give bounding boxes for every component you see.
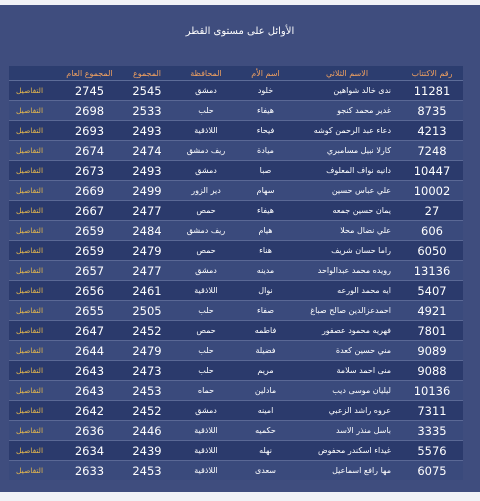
governorate-cell: حماه <box>174 381 238 401</box>
table-row <box>9 101 463 121</box>
grand-total-cell: 2643 <box>59 381 120 401</box>
table-row <box>9 441 463 461</box>
governorate-cell: ريف دمشق <box>174 141 238 161</box>
full-name-cell: غيداء اسكندر محفوض <box>293 441 401 461</box>
full-name-cell: ليليان موسى ديب <box>293 381 401 401</box>
table-row <box>9 81 463 101</box>
header-details <box>9 66 59 81</box>
mother-name-cell: سهام <box>238 181 293 201</box>
mother-name-cell: خلود <box>238 81 293 101</box>
details-link[interactable]: التفاصيل <box>9 161 59 181</box>
total-cell: 2545 <box>120 81 174 101</box>
details-link[interactable]: التفاصيل <box>9 341 59 361</box>
results-panel <box>0 5 480 492</box>
details-link[interactable]: التفاصيل <box>9 381 59 401</box>
governorate-cell: دمشق <box>174 81 238 101</box>
details-link[interactable]: التفاصيل <box>9 241 59 261</box>
total-cell: 2446 <box>120 421 174 441</box>
exam-number-cell: 8735 <box>401 101 463 121</box>
grand-total-cell: 2643 <box>59 361 120 381</box>
details-link[interactable]: التفاصيل <box>9 441 59 461</box>
grand-total-cell: 2669 <box>59 181 120 201</box>
total-cell: 2493 <box>120 121 174 141</box>
details-link[interactable]: التفاصيل <box>9 201 59 221</box>
total-cell: 2484 <box>120 221 174 241</box>
governorate-cell: حلب <box>174 361 238 381</box>
exam-number-cell: 27 <box>401 201 463 221</box>
header-exam-number: رقم الاكتتاب <box>401 66 463 81</box>
header-grand-total: المجموع العام <box>59 66 120 81</box>
table-row <box>9 421 463 441</box>
grand-total-cell: 2642 <box>59 401 120 421</box>
full-name-cell: كارلا نبيل مسامبري <box>293 141 401 161</box>
grand-total-cell: 2655 <box>59 301 120 321</box>
table-row <box>9 361 463 381</box>
total-cell: 2479 <box>120 241 174 261</box>
total-cell: 2453 <box>120 461 174 481</box>
full-name-cell: مها رافع اسماعيل <box>293 461 401 481</box>
exam-number-cell: 10447 <box>401 161 463 181</box>
grand-total-cell: 2693 <box>59 121 120 141</box>
total-cell: 2439 <box>120 441 174 461</box>
grand-total-cell: 2657 <box>59 261 120 281</box>
table-row <box>9 221 463 241</box>
mother-name-cell: امينه <box>238 401 293 421</box>
table-row <box>9 261 463 281</box>
grand-total-cell: 2647 <box>59 321 120 341</box>
grand-total-cell: 2634 <box>59 441 120 461</box>
mother-name-cell: صبا <box>238 161 293 181</box>
table-row <box>9 301 463 321</box>
mother-name-cell: هيفاء <box>238 101 293 121</box>
mother-name-cell: مادلين <box>238 381 293 401</box>
exam-number-cell: 5576 <box>401 441 463 461</box>
table-row <box>9 341 463 361</box>
mother-name-cell: هناء <box>238 241 293 261</box>
exam-number-cell: 3335 <box>401 421 463 441</box>
table-row <box>9 241 463 261</box>
grand-total-cell: 2673 <box>59 161 120 181</box>
table-row <box>9 461 463 481</box>
mother-name-cell: سعدى <box>238 461 293 481</box>
governorate-cell: اللاذقية <box>174 121 238 141</box>
full-name-cell: دعاء عبد الرحمن كوشه <box>293 121 401 141</box>
exam-number-cell: 5407 <box>401 281 463 301</box>
governorate-cell: حلب <box>174 301 238 321</box>
mother-name-cell: فضيلة <box>238 341 293 361</box>
exam-number-cell: 606 <box>401 221 463 241</box>
exam-number-cell: 10002 <box>401 181 463 201</box>
details-link[interactable]: التفاصيل <box>9 101 59 121</box>
table-header-row <box>9 66 463 81</box>
results-table <box>9 66 463 480</box>
exam-number-cell: 4921 <box>401 301 463 321</box>
full-name-cell: ايه محمد الورعه <box>293 281 401 301</box>
details-link[interactable]: التفاصيل <box>9 421 59 441</box>
total-cell: 2533 <box>120 101 174 121</box>
governorate-cell: ريف دمشق <box>174 221 238 241</box>
grand-total-cell: 2674 <box>59 141 120 161</box>
governorate-cell: حلب <box>174 101 238 121</box>
exam-number-cell: 11281 <box>401 81 463 101</box>
exam-number-cell: 7801 <box>401 321 463 341</box>
details-link[interactable]: التفاصيل <box>9 361 59 381</box>
full-name-cell: مني حسين كعدة <box>293 341 401 361</box>
total-cell: 2477 <box>120 201 174 221</box>
details-link[interactable]: التفاصيل <box>9 301 59 321</box>
exam-number-cell: 7311 <box>401 401 463 421</box>
governorate-cell: اللاذقية <box>174 461 238 481</box>
full-name-cell: فهريه محمود عصفور <box>293 321 401 341</box>
full-name-cell: يمان حسين جمعه <box>293 201 401 221</box>
header-full-name: الاسم الثلاثي <box>293 66 401 81</box>
full-name-cell: علي عباس حسين <box>293 181 401 201</box>
governorate-cell: دير الزور <box>174 181 238 201</box>
full-name-cell: منى احمد سلامة <box>293 361 401 381</box>
total-cell: 2499 <box>120 181 174 201</box>
details-link[interactable]: التفاصيل <box>9 401 59 421</box>
governorate-cell: حمص <box>174 201 238 221</box>
table-row <box>9 121 463 141</box>
total-cell: 2453 <box>120 381 174 401</box>
exam-number-cell: 7248 <box>401 141 463 161</box>
grand-total-cell: 2636 <box>59 421 120 441</box>
details-link[interactable]: التفاصيل <box>9 281 59 301</box>
governorate-cell: اللاذقية <box>174 421 238 441</box>
details-link[interactable]: التفاصيل <box>9 221 59 241</box>
table-row <box>9 401 463 421</box>
mother-name-cell: فيحاء <box>238 121 293 141</box>
full-name-cell: راما حسان شريف <box>293 241 401 261</box>
full-name-cell: باسل منذر الاسد <box>293 421 401 441</box>
mother-name-cell: حكميه <box>238 421 293 441</box>
details-link[interactable]: التفاصيل <box>9 141 59 161</box>
full-name-cell: ندى خالد شواهين <box>293 81 401 101</box>
header-governorate: المحافظة <box>174 66 238 81</box>
governorate-cell: حلب <box>174 341 238 361</box>
exam-number-cell: 6075 <box>401 461 463 481</box>
exam-number-cell: 10136 <box>401 381 463 401</box>
table-row <box>9 141 463 161</box>
full-name-cell: غدير محمد كنجو <box>293 101 401 121</box>
grand-total-cell: 2745 <box>59 81 120 101</box>
grand-total-cell: 2659 <box>59 241 120 261</box>
mother-name-cell: صفاء <box>238 301 293 321</box>
grand-total-cell: 2656 <box>59 281 120 301</box>
table-row <box>9 281 463 301</box>
header-total: المجموع <box>120 66 174 81</box>
table-row <box>9 201 463 221</box>
total-cell: 2452 <box>120 321 174 341</box>
grand-total-cell: 2644 <box>59 341 120 361</box>
mother-name-cell: هيفاء <box>238 201 293 221</box>
total-cell: 2461 <box>120 281 174 301</box>
governorate-cell: اللاذقية <box>174 281 238 301</box>
mother-name-cell: مريم <box>238 361 293 381</box>
governorate-cell: دمشق <box>174 161 238 181</box>
exam-number-cell: 13136 <box>401 261 463 281</box>
mother-name-cell: نهله <box>238 441 293 461</box>
governorate-cell: حمص <box>174 321 238 341</box>
governorate-cell: دمشق <box>174 401 238 421</box>
full-name-cell: رويده محمد عبدالواحد <box>293 261 401 281</box>
table-row <box>9 321 463 341</box>
governorate-cell: اللاذقية <box>174 441 238 461</box>
header-mother-name: اسم الأم <box>238 66 293 81</box>
total-cell: 2479 <box>120 341 174 361</box>
table-row <box>9 381 463 401</box>
exam-number-cell: 9088 <box>401 361 463 381</box>
details-link[interactable]: التفاصيل <box>9 461 59 481</box>
full-name-cell: علي نضال محلا <box>293 221 401 241</box>
exam-number-cell: 6050 <box>401 241 463 261</box>
page-title: الأوائل على مستوى القطر <box>185 26 295 37</box>
details-link[interactable]: التفاصيل <box>9 121 59 141</box>
details-link[interactable]: التفاصيل <box>9 261 59 281</box>
total-cell: 2493 <box>120 161 174 181</box>
table-row <box>9 161 463 181</box>
details-link[interactable]: التفاصيل <box>9 181 59 201</box>
grand-total-cell: 2698 <box>59 101 120 121</box>
full-name-cell: عروه راشد الزعبي <box>293 401 401 421</box>
mother-name-cell: ميادة <box>238 141 293 161</box>
governorate-cell: حمص <box>174 241 238 261</box>
governorate-cell: دمشق <box>174 261 238 281</box>
mother-name-cell: هيام <box>238 221 293 241</box>
full-name-cell: دانيه نواف المعلوف <box>293 161 401 181</box>
mother-name-cell: نوال <box>238 281 293 301</box>
details-link[interactable]: التفاصيل <box>9 321 59 341</box>
details-link[interactable]: التفاصيل <box>9 81 59 101</box>
full-name-cell: احمدعزالدين صالح صباغ <box>293 301 401 321</box>
total-cell: 2452 <box>120 401 174 421</box>
mother-name-cell: فاطمه <box>238 321 293 341</box>
exam-number-cell: 4213 <box>401 121 463 141</box>
exam-number-cell: 9089 <box>401 341 463 361</box>
total-cell: 2505 <box>120 301 174 321</box>
mother-name-cell: مدينه <box>238 261 293 281</box>
total-cell: 2477 <box>120 261 174 281</box>
grand-total-cell: 2633 <box>59 461 120 481</box>
grand-total-cell: 2667 <box>59 201 120 221</box>
total-cell: 2473 <box>120 361 174 381</box>
total-cell: 2474 <box>120 141 174 161</box>
table-row <box>9 181 463 201</box>
grand-total-cell: 2659 <box>59 221 120 241</box>
